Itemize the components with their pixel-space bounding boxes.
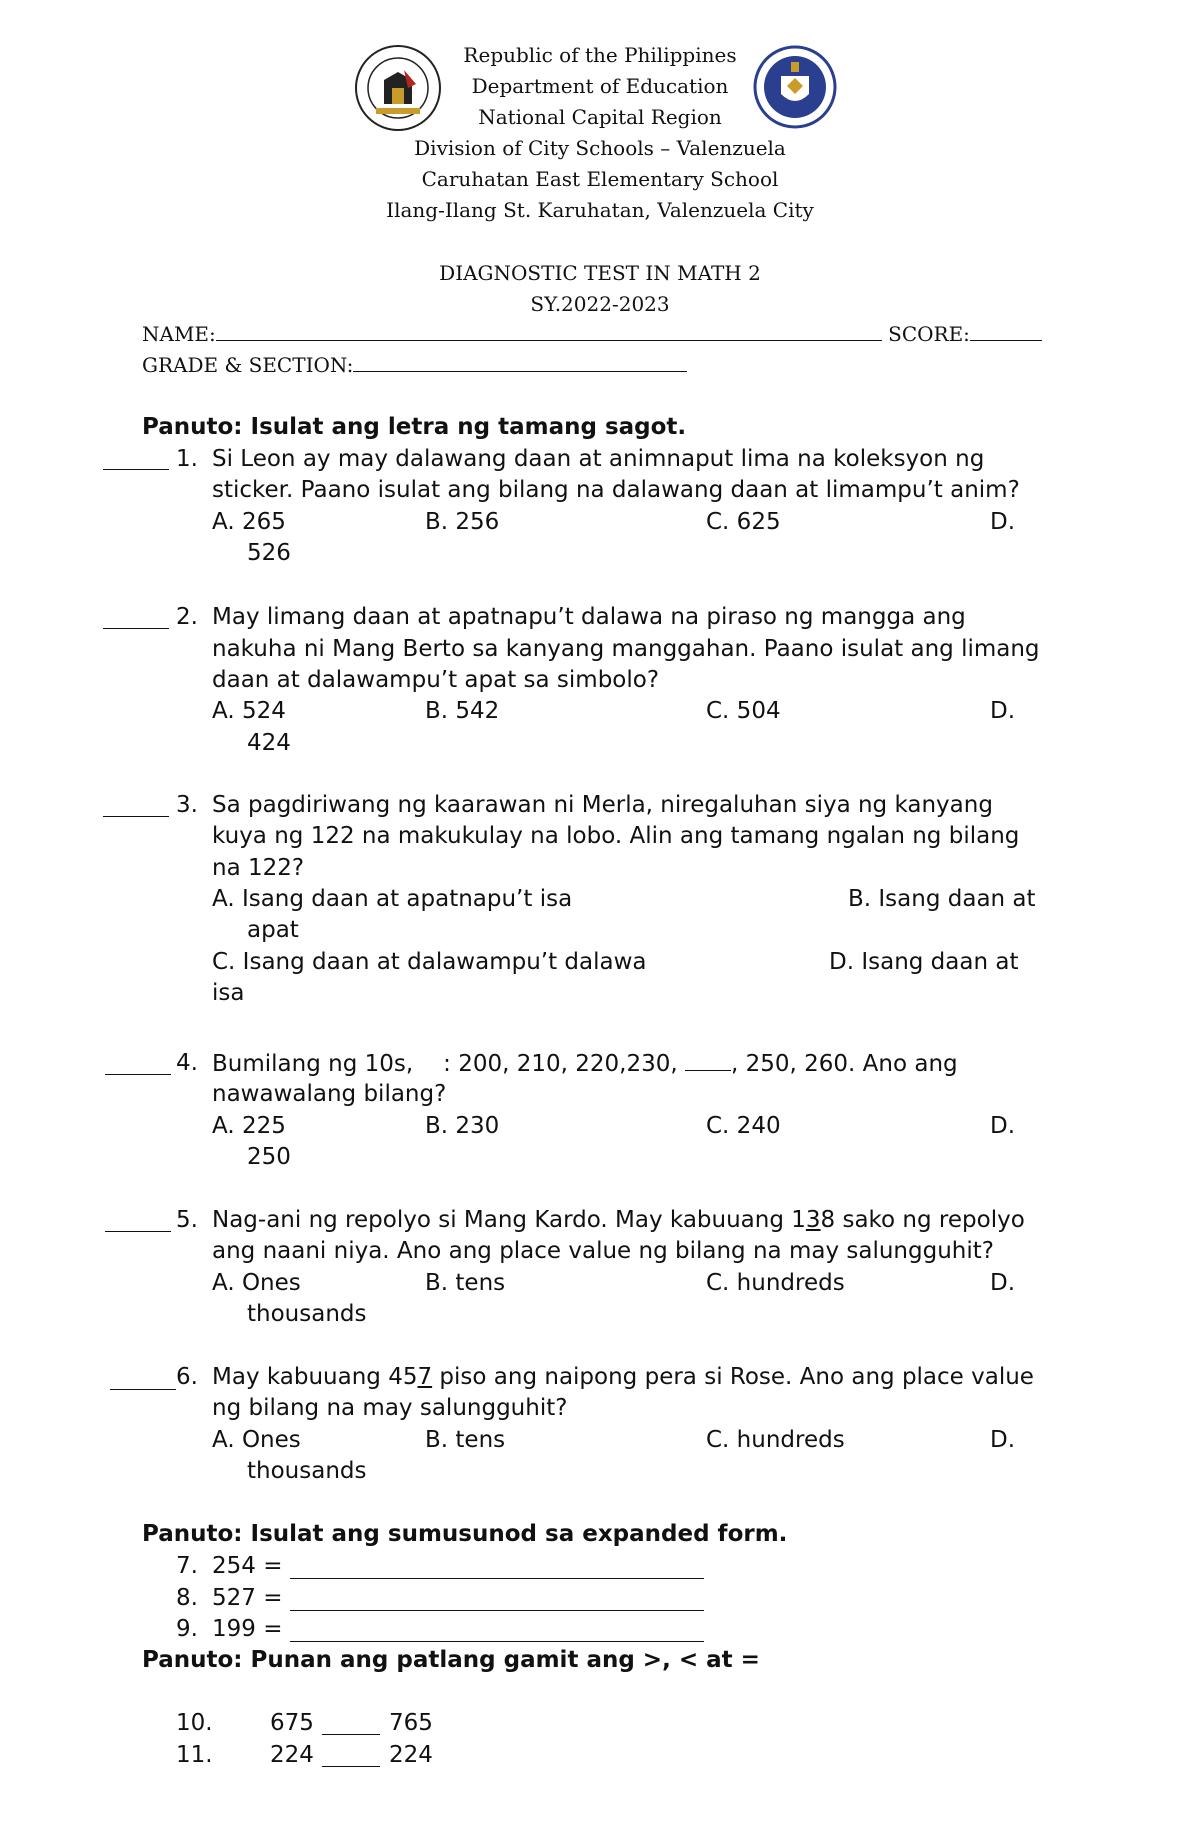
comparison-blank-11[interactable]	[322, 1746, 380, 1767]
q4-option-d[interactable]: D.	[990, 1113, 1016, 1139]
answer-blank-3[interactable]	[103, 796, 169, 817]
question-2-line3: daan at dalawampu’t apat sa simbolo?	[212, 667, 660, 693]
q5-option-d-value: thousands	[247, 1301, 367, 1327]
expanded-form-blank-8[interactable]	[290, 1590, 704, 1611]
question-4-line1	[212, 1050, 958, 1077]
q2-option-a[interactable]: A. 524	[212, 698, 286, 724]
sequence-blank	[685, 1050, 731, 1071]
question-6-line2: ng bilang na may salungguhit?	[212, 1395, 568, 1421]
q1-option-c[interactable]: C. 625	[706, 509, 781, 535]
q5-option-c[interactable]: C. hundreds	[706, 1270, 845, 1296]
question-3-line1: Sa pagdiriwang ng kaarawan ni Merla, niregaluhan siya ng kanyang	[212, 792, 993, 818]
name-label: NAME:	[142, 322, 216, 346]
item-number-10: 10.	[176, 1710, 213, 1736]
item-10-left: 675	[270, 1710, 314, 1736]
item-number-9: 9.	[176, 1616, 198, 1642]
q6-option-d-value: thousands	[247, 1458, 367, 1484]
header-line-region: National Capital Region	[478, 105, 722, 129]
test-school-year: SY.2022-2023	[530, 292, 670, 316]
question-5-line2: ang naani niya. Ano ang place value ng bilang na may salungguhit?	[212, 1238, 994, 1264]
answer-blank-4[interactable]	[105, 1054, 171, 1075]
section1-directions: Panuto: Isulat ang letra ng tamang sagot.	[142, 414, 687, 440]
underlined-digit-5: 3	[805, 1207, 821, 1233]
name-field[interactable]	[216, 322, 882, 341]
answer-blank-5[interactable]	[105, 1211, 171, 1232]
score-field[interactable]	[970, 322, 1042, 341]
question-6-line1	[212, 1364, 1034, 1390]
comparison-blank-10[interactable]	[322, 1714, 380, 1735]
header-line-address: Ilang-Ilang St. Karuhatan, Valenzuela City	[386, 198, 814, 222]
question-number-1: 1.	[176, 446, 198, 472]
q5-option-a[interactable]: A. Ones	[212, 1270, 301, 1296]
section2-directions: Panuto: Isulat ang sumusunod sa expanded form.	[142, 1521, 788, 1547]
grade-section-row	[142, 353, 687, 377]
expanded-form-blank-9[interactable]	[290, 1621, 704, 1642]
score-label: SCORE:	[888, 322, 970, 346]
question-6-text-start: May kabuuang 45	[212, 1364, 418, 1390]
q2-option-d[interactable]: D.	[990, 698, 1016, 724]
item-number-8: 8.	[176, 1585, 198, 1611]
q4-option-c[interactable]: C. 240	[706, 1113, 781, 1139]
item-7-text: 254 =	[212, 1553, 283, 1579]
q1-option-d-value: 526	[247, 540, 291, 566]
question-number-4: 4.	[176, 1050, 198, 1076]
q3-option-d-wrap: isa	[212, 980, 245, 1006]
q3-option-b[interactable]: B. Isang daan at	[848, 886, 1036, 912]
question-1-line2: sticker. Paano isulat ang bilang na dalawang daan at limampu’t anim?	[212, 477, 1020, 503]
q3-option-b-wrap: apat	[247, 917, 299, 943]
question-3-line3: na 122?	[212, 855, 305, 881]
question-number-5: 5.	[176, 1207, 198, 1233]
question-5-line1	[212, 1207, 1025, 1233]
question-5-text-start: Nag-ani ng repolyo si Mang Kardo. May kabuuang 1	[212, 1207, 806, 1233]
question-2-line2: nakuha ni Mang Berto sa kanyang manggahan. Paano isulat ang limang	[212, 636, 1040, 662]
q4-option-a[interactable]: A. 225	[212, 1113, 286, 1139]
q2-option-d-value: 424	[247, 730, 291, 756]
q5-option-d[interactable]: D.	[990, 1270, 1016, 1296]
grade-section-field[interactable]	[353, 353, 687, 372]
q3-option-c[interactable]: C. Isang daan at dalawampu’t dalawa	[212, 949, 647, 975]
item-11-left: 224	[270, 1742, 314, 1768]
question-4-sequence: : 200, 210, 220,230,	[443, 1051, 686, 1077]
test-title	[0, 258, 1200, 320]
q6-option-c[interactable]: C. hundreds	[706, 1427, 845, 1453]
question-5-text-end: 8 sako ng repolyo	[820, 1207, 1025, 1233]
answer-blank-1[interactable]	[103, 449, 169, 470]
question-4-line2: nawawalang bilang?	[212, 1081, 447, 1107]
q6-option-d[interactable]: D.	[990, 1427, 1016, 1453]
q5-option-b[interactable]: B. tens	[425, 1270, 506, 1296]
q2-option-c[interactable]: C. 504	[706, 698, 781, 724]
q3-option-a[interactable]: A. Isang daan at apatnapu’t isa	[212, 886, 573, 912]
school-header	[0, 40, 1200, 226]
question-2-line1: May limang daan at apatnapu’t dalawa na piraso ng mangga ang	[212, 604, 966, 630]
header-line-republic: Republic of the Philippines	[463, 43, 737, 67]
q2-option-b[interactable]: B. 542	[425, 698, 500, 724]
item-number-11: 11.	[176, 1742, 213, 1768]
question-number-2: 2.	[176, 604, 198, 630]
header-line-deped: Department of Education	[471, 74, 729, 98]
answer-blank-6[interactable]	[110, 1369, 176, 1390]
item-9-text: 199 =	[212, 1616, 283, 1642]
question-number-6: 6.	[176, 1364, 198, 1390]
q4-option-b[interactable]: B. 230	[425, 1113, 500, 1139]
question-6-text-end: piso ang naipong pera si Rose. Ano ang place value	[432, 1364, 1034, 1390]
answer-blank-2[interactable]	[103, 608, 169, 629]
q3-option-d[interactable]: D. Isang daan at	[829, 949, 1019, 975]
name-score-row	[142, 322, 1042, 346]
q6-option-b[interactable]: B. tens	[425, 1427, 506, 1453]
question-3-line2: kuya ng 122 na makukulay na lobo. Alin ang tamang ngalan ng bilang	[212, 823, 1020, 849]
item-11-right: 224	[389, 1742, 433, 1768]
q6-option-a[interactable]: A. Ones	[212, 1427, 301, 1453]
item-10-right: 765	[389, 1710, 433, 1736]
item-8-text: 527 =	[212, 1585, 283, 1611]
underlined-digit-6: 7	[417, 1364, 433, 1390]
section3-directions: Panuto: Punan ang patlang gamit ang >, < at =	[142, 1647, 760, 1673]
expanded-form-blank-7[interactable]	[290, 1558, 704, 1579]
question-1-line1: Si Leon ay may dalawang daan at animnaput lima na koleksyon ng	[212, 446, 985, 472]
header-line-division: Division of City Schools – Valenzuela	[414, 136, 786, 160]
question-4-text-end: , 250, 260. Ano ang	[731, 1051, 958, 1077]
item-number-7: 7.	[176, 1553, 198, 1579]
test-title-line1: DIAGNOSTIC TEST IN MATH 2	[439, 261, 761, 285]
question-number-3: 3.	[176, 792, 198, 818]
q1-option-b[interactable]: B. 256	[425, 509, 500, 535]
grade-section-label: GRADE & SECTION:	[142, 353, 354, 377]
question-4-text-start: Bumilang ng 10s,	[212, 1051, 414, 1077]
q1-option-a[interactable]: A. 265	[212, 509, 286, 535]
q4-option-d-value: 250	[247, 1144, 291, 1170]
q1-option-d[interactable]: D.	[990, 509, 1016, 535]
header-line-school: Caruhatan East Elementary School	[421, 167, 779, 191]
